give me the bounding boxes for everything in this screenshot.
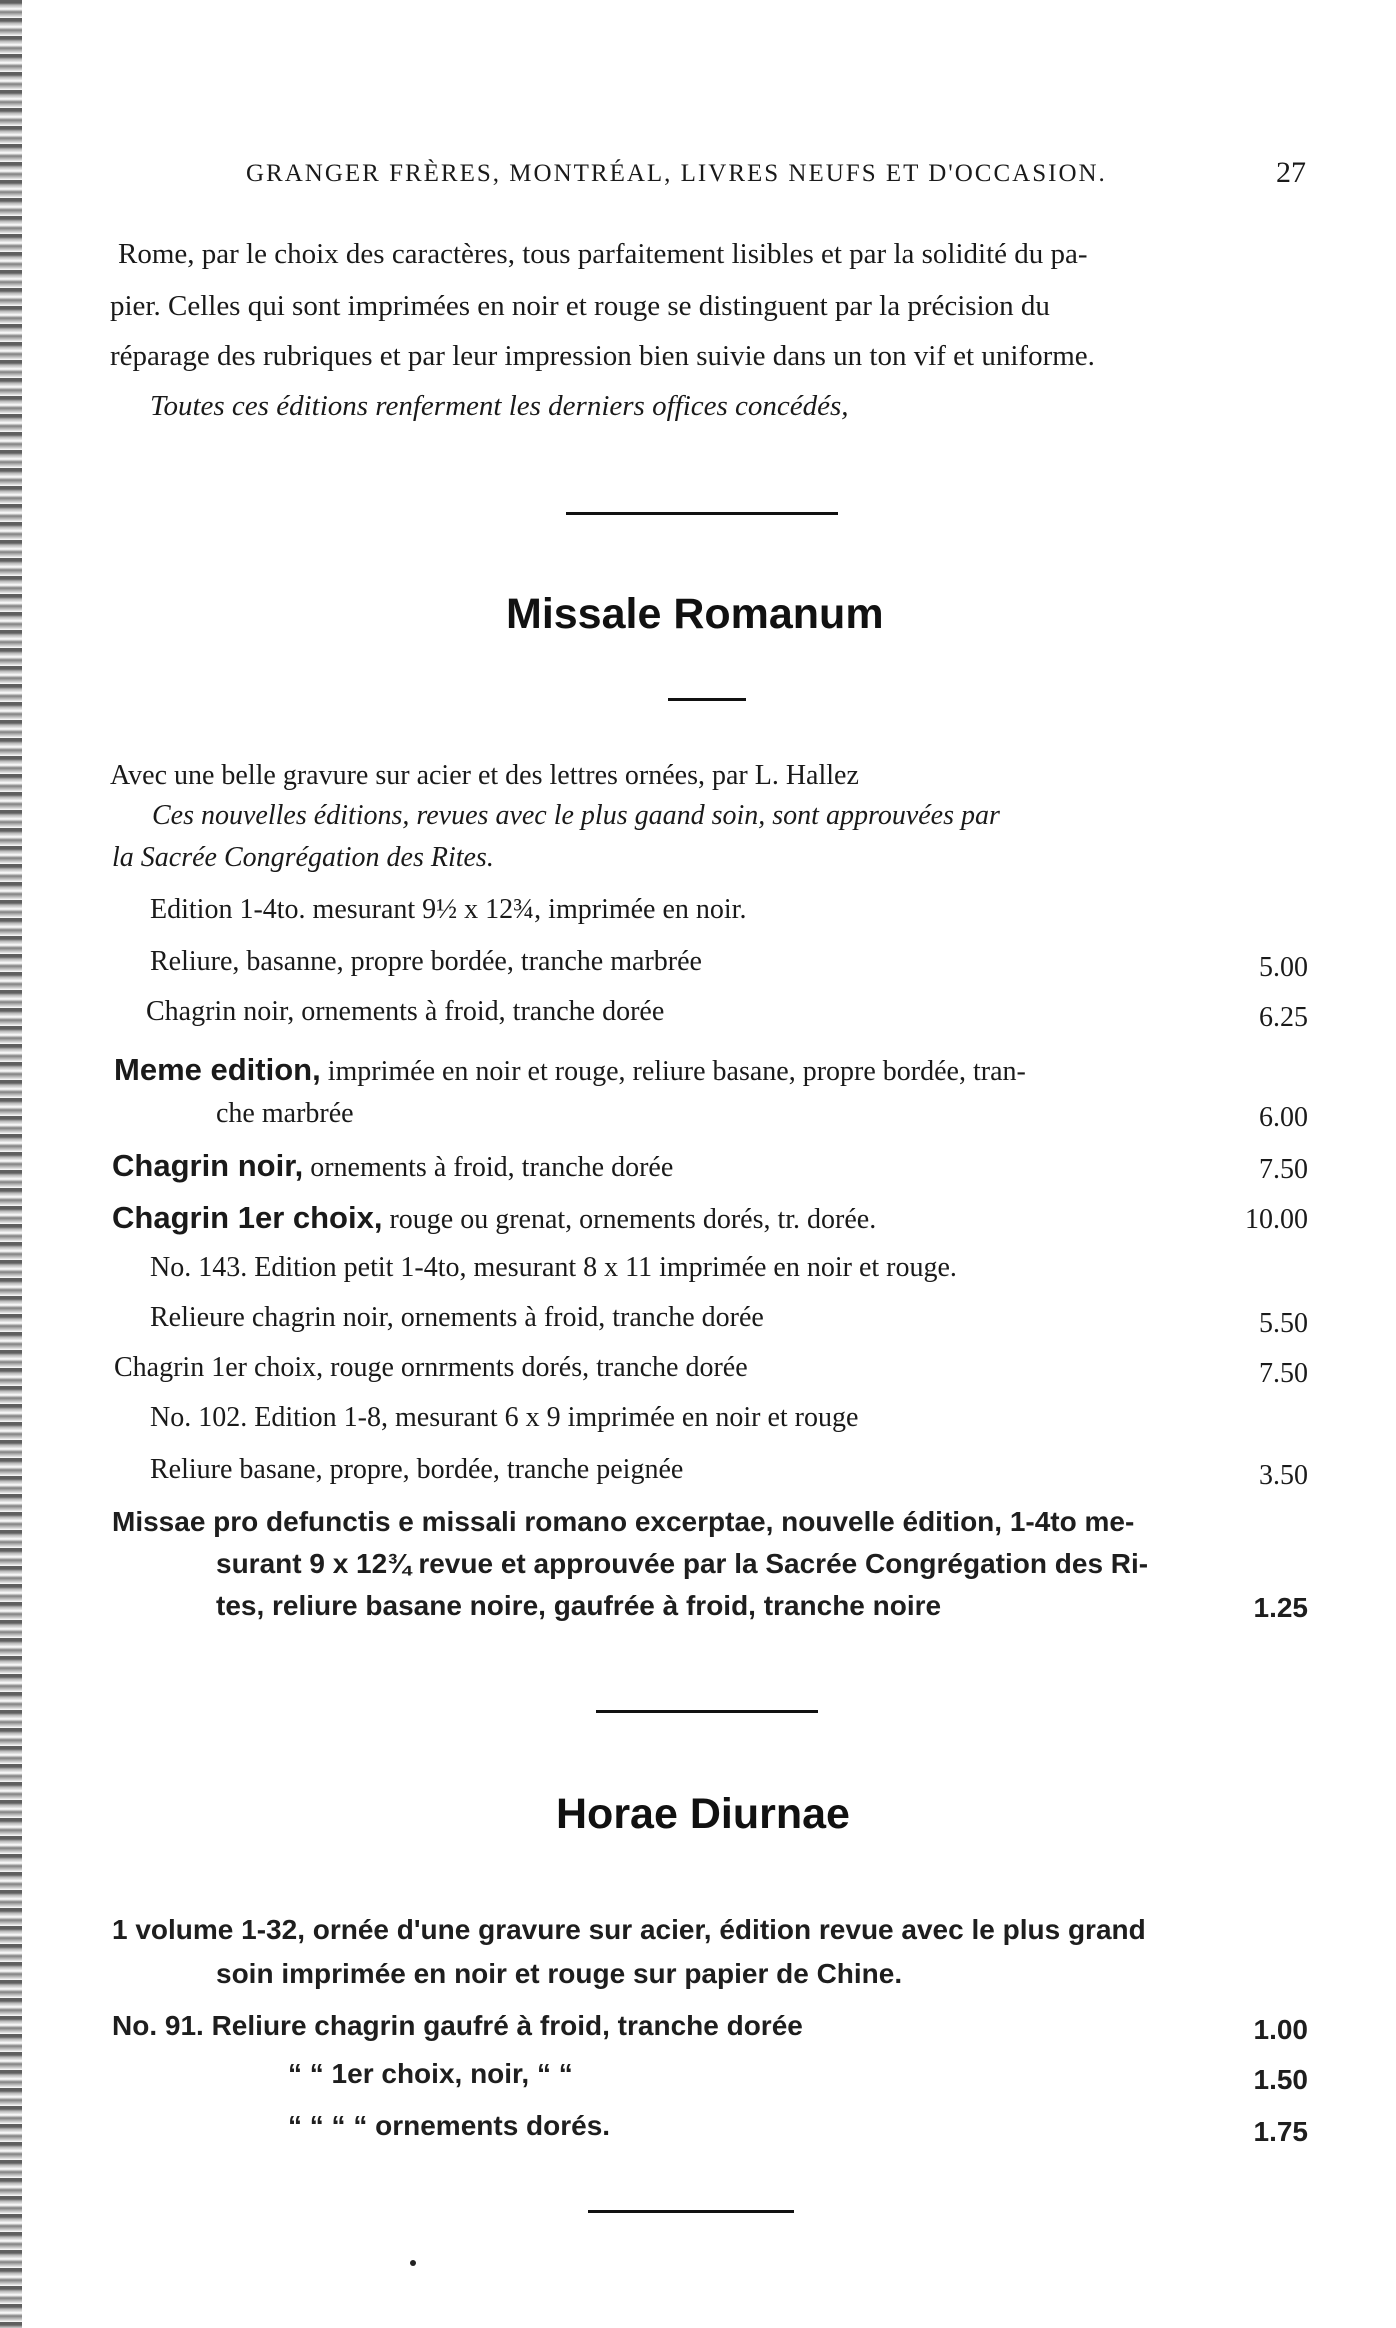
meme-edition-line — [114, 1052, 1026, 1088]
page-number: 27 — [1276, 156, 1306, 189]
meme-edition-text: imprimée en noir et rouge, reliure basane, propre bordée, tran- — [320, 1056, 1026, 1087]
chagrin-noir-line — [112, 1148, 673, 1184]
table-row: “ “ 1er choix, noir, “ “ — [288, 2058, 573, 2089]
no102-line: No. 102. Edition 1-8, mesurant 6 x 9 imprimée en noir et rouge — [150, 1402, 859, 1433]
horae-line-2: soin imprimée en noir et rouge sur papier de Chine. — [216, 1958, 903, 1989]
item-price: 7.50 — [1259, 1154, 1308, 1185]
intro-line-4: Toutes ces éditions renferment les derniers offices concédés, — [150, 390, 849, 422]
horae-line-1: 1 volume 1-32, ornée d'une gravure sur acier, édition revue avec le plus grand — [112, 1914, 1146, 1945]
missae-line-3: tes, reliure basane noire, gaufrée à froid, tranche noire — [216, 1590, 942, 1621]
list-item: Reliure, basanne, propre bordée, tranche marbrée — [150, 946, 702, 977]
section-divider — [588, 2210, 794, 2213]
item-price: 1.25 — [1253, 1592, 1308, 1623]
item-price: 6.25 — [1259, 1002, 1308, 1033]
item-price: 1.75 — [1253, 2116, 1308, 2147]
section-divider — [566, 512, 838, 515]
meme-edition-lead: Meme edition, — [114, 1052, 321, 1087]
item-price: 1.50 — [1253, 2064, 1308, 2095]
missae-line-2: surant 9 x 12¾ revue et approuvée par la Sacrée Congrégation des Ri- — [216, 1548, 1149, 1579]
section-title-horae: Horae Diurnae — [556, 1790, 850, 1838]
no143-line: No. 143. Edition petit 1-4to, mesurant 8 x 11 imprimée en noir et rouge. — [150, 1252, 957, 1283]
intro-line-3: réparage des rubriques et par leur impression bien suivie dans un ton vif et uniforme. — [110, 340, 1095, 372]
list-item: Chagrin 1er choix, rouge ornrments dorés, tranche dorée — [114, 1352, 748, 1383]
chagrin-choix-lead: Chagrin 1er choix, — [112, 1200, 383, 1235]
missale-desc-2: Ces nouvelles éditions, revues avec le plus gaand soin, sont approuvées par — [152, 800, 1000, 831]
chagrin-noir-lead: Chagrin noir, — [112, 1148, 304, 1183]
missale-desc-1: Avec une belle gravure sur acier et des lettres ornées, par L. Hallez — [110, 760, 859, 791]
section-title-missale: Missale Romanum — [506, 590, 884, 638]
chagrin-choix-line — [112, 1200, 876, 1236]
list-item: Chagrin noir, ornements à froid, tranche dorée — [146, 996, 665, 1027]
item-price: 1.00 — [1253, 2014, 1308, 2045]
item-price: 7.50 — [1259, 1358, 1308, 1389]
scanned-page-edge — [0, 0, 22, 2328]
item-price: 3.50 — [1259, 1460, 1308, 1491]
running-header: GRANGER FRÈRES, MONTRÉAL, LIVRES NEUFS ET D'OCCASION. — [246, 160, 1107, 187]
list-item: Relieure chagrin noir, ornements à froid, tranche dorée — [150, 1302, 764, 1333]
table-row: “ “ “ “ ornements dorés. — [288, 2110, 611, 2141]
missale-desc-3: la Sacrée Congrégation des Rites. — [112, 842, 494, 873]
item-price: 5.00 — [1259, 952, 1308, 983]
chagrin-noir-text: ornements à froid, tranche dorée — [303, 1152, 674, 1183]
ink-speck — [410, 2260, 416, 2266]
chagrin-choix-text: rouge ou grenat, ornements dorés, tr. dorée. — [382, 1204, 877, 1235]
intro-line-2: pier. Celles qui sont imprimées en noir et rouge se distinguent par la précision du — [110, 290, 1050, 322]
missae-line-1: Missae pro defunctis e missali romano excerptae, nouvelle édition, 1-4to me- — [112, 1506, 1135, 1537]
title-underline — [668, 698, 746, 701]
meme-edition-cont: che marbrée — [216, 1098, 354, 1129]
item-price: 5.50 — [1259, 1308, 1308, 1339]
intro-line-1: Rome, par le choix des caractères, tous parfaitement lisibles et par la solidité du pa- — [118, 238, 1088, 270]
item-price: 6.00 — [1259, 1102, 1308, 1133]
item-price: 10.00 — [1245, 1204, 1308, 1235]
section-divider — [596, 1710, 818, 1713]
table-row: No. 91. Reliure chagrin gaufré à froid, tranche dorée — [112, 2010, 803, 2041]
edition-line: Edition 1-4to. mesurant 9½ x 12¾, imprimée en noir. — [150, 894, 747, 925]
list-item: Reliure basane, propre, bordée, tranche peignée — [150, 1454, 684, 1485]
